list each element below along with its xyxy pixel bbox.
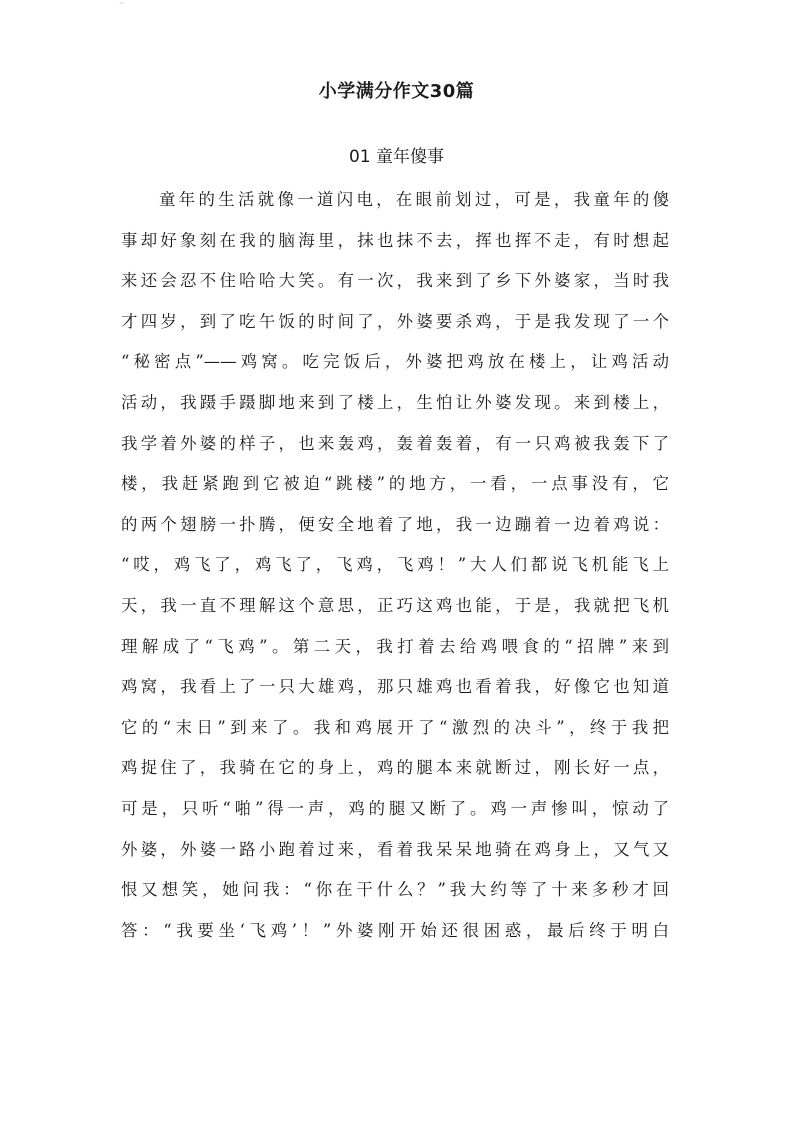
text-line: 的两个翅膀一扑腾，便安全地着了地，我一边蹦着一边着鸡说： [121, 514, 669, 534]
text-line: 才四岁，到了吃午饭的时间了，外婆要杀鸡，于是我发现了一个 [121, 311, 669, 331]
document-title: 小学满分作文30篇 [318, 81, 475, 102]
text-line: 答：“我要坐‘飞鸡’！”外婆刚开始还很困惑，最后终于明白 [121, 920, 669, 940]
text-line: 来还会忍不住哈哈大笑。有一次，我来到了乡下外婆家，当时我 [121, 271, 669, 291]
text-line: “秘密点”——鸡窝。吃完饭后，外婆把鸡放在楼上，让鸡活动 [121, 352, 669, 372]
section-title: 01 童年傻事 [348, 147, 445, 167]
text-line: 活动，我蹑手蹑脚地来到了楼上，生怕让外婆发现。来到楼上， [121, 392, 669, 412]
text-line: 事却好象刻在我的脑海里，抹也抹不去，挥也挥不走，有时想起 [121, 230, 669, 250]
text-line: 理解成了“飞鸡”。第二天，我打着去给鸡喂食的“招牌”来到 [121, 636, 669, 656]
text-line: 它的“末日”到来了。我和鸡展开了“激烈的决斗”，终于我把 [121, 717, 669, 737]
text-line: 可是，只听“啪”得一声，鸡的腿又断了。鸡一声惨叫，惊动了 [121, 798, 669, 818]
text-line: 鸡窝，我看上了一只大雄鸡，那只雄鸡也看着我，好像它也知道 [121, 677, 669, 697]
text-line: 恨又想笑，她问我：“你在干什么？”我大约等了十来多秒才回 [121, 880, 669, 900]
text-line: 我学着外婆的样子，也来轰鸡，轰着轰着，有一只鸡被我轰下了 [121, 433, 669, 453]
corner-mark: ·· [119, 0, 125, 8]
text-line: 鸡捉住了，我骑在它的身上，鸡的腿本来就断过，刚长好一点， [121, 758, 669, 778]
text-line: 楼，我赶紧跑到它被迫“跳楼”的地方，一看，一点事没有，它 [121, 474, 669, 494]
text-line: “哎，鸡飞了，鸡飞了，飞鸡，飞鸡！”大人们都说飞机能飞上 [121, 555, 669, 575]
text-line: 童年的生活就像一道闪电，在眼前划过，可是，我童年的傻 [159, 190, 669, 209]
essay-body [121, 180, 669, 951]
text-line: 外婆，外婆一路小跑着过来，看着我呆呆地骑在鸡身上，又气又 [121, 839, 669, 859]
text-line: 天，我一直不理解这个意思，正巧这鸡也能，于是，我就把飞机 [121, 595, 669, 615]
